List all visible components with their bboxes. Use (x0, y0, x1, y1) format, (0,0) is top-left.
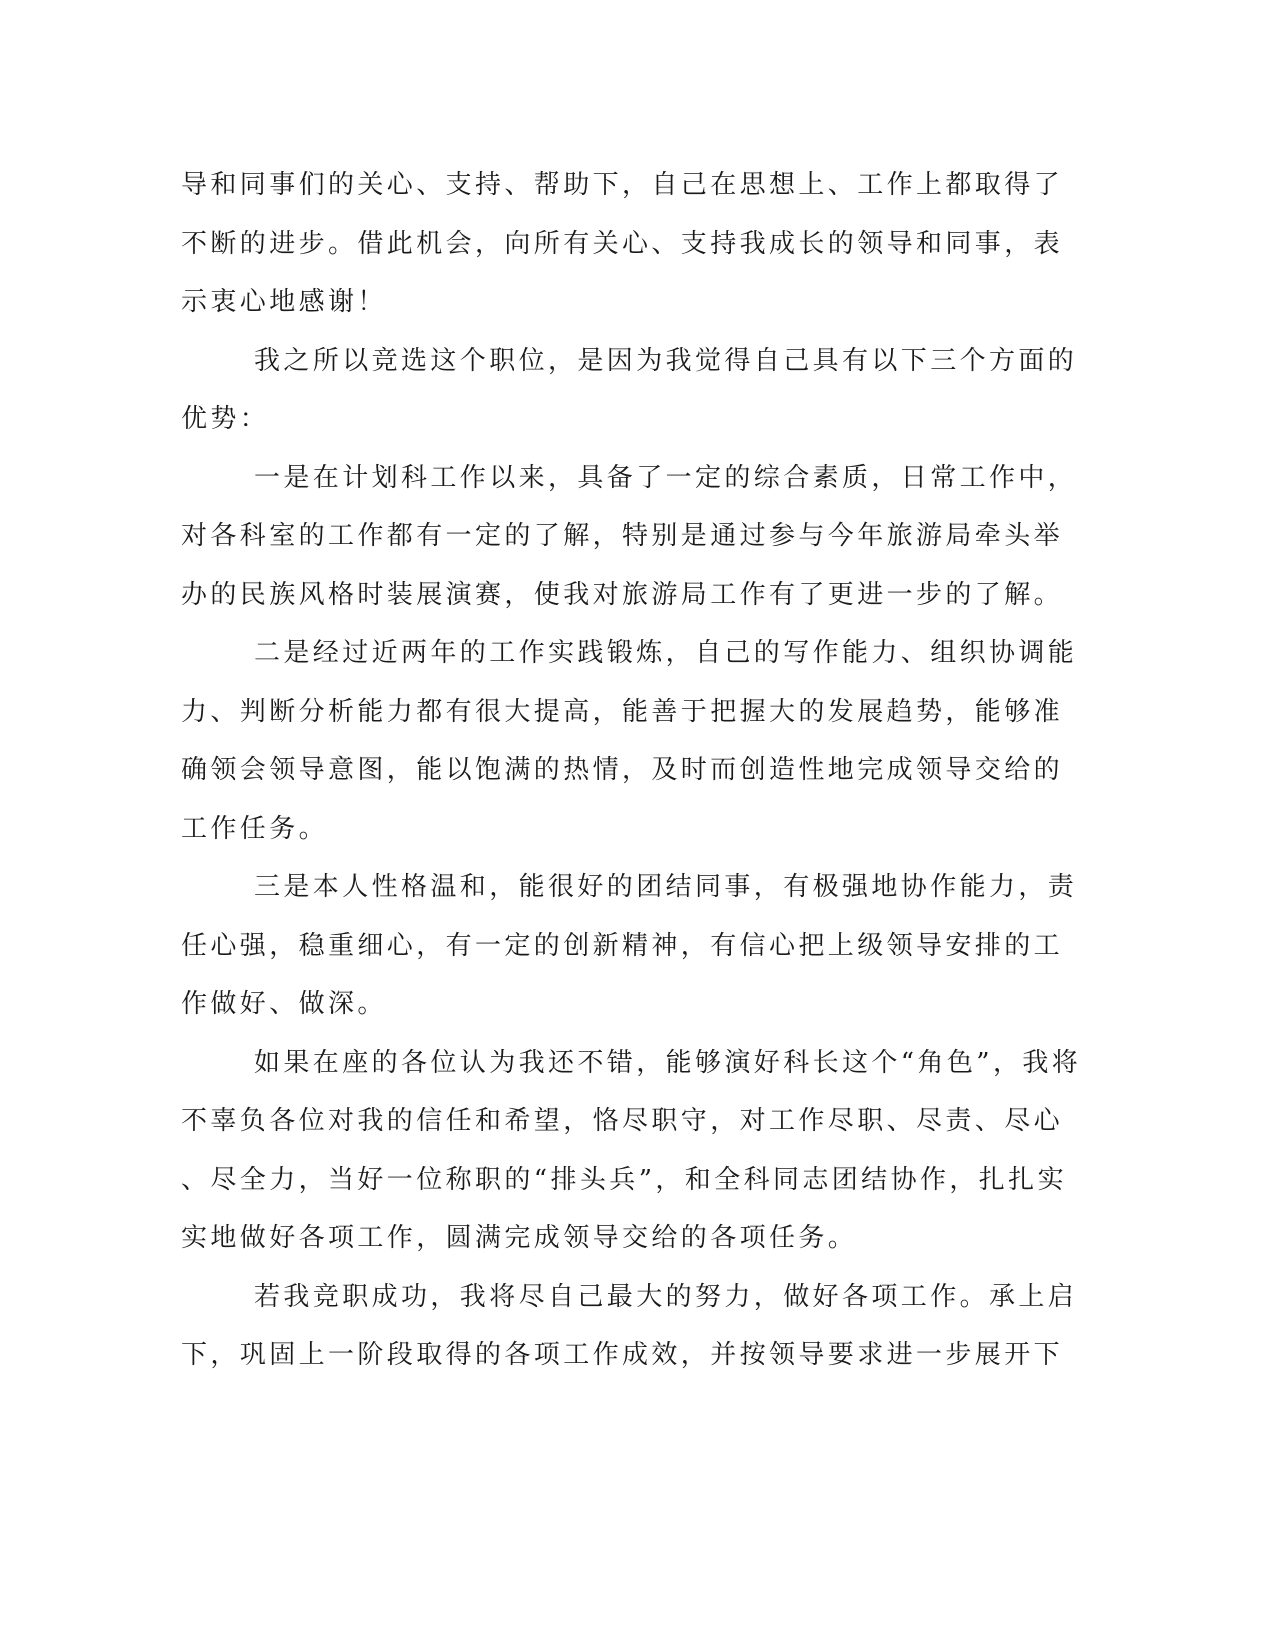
paragraph-first-line: 如果在座的各位认为我还不错，能够演好科长这个“角色”，我将 (254, 1047, 1082, 1078)
text-line: 确领会领导意图，能以饱满的热情，及时而创造性地完成领导交给的 (181, 755, 1064, 785)
text-line: 导和同事们的关心、支持、帮助下，自己在思想上、工作上都取得了 (181, 170, 1064, 200)
text-line: 工作任务。 (181, 813, 329, 844)
text-line: 对各科室的工作都有一定的了解，特别是通过参与今年旅游局牵头举 (181, 521, 1064, 551)
text-line: 任心强，稳重细心，有一定的创新精神，有信心把上级领导安排的工 (181, 930, 1064, 961)
paragraph-first-line: 一是在计划科工作以来，具备了一定的综合素质，日常工作中， (254, 462, 1078, 493)
text-line: 、尽全力，当好一位称职的“排头兵”，和全科同志团结协作，扎扎实 (181, 1164, 1067, 1195)
text-line: 作做好、做深。 (181, 989, 387, 1019)
text-line: 示衷心地感谢！ (181, 287, 387, 317)
paragraph-first-line: 若我竞职成功，我将尽自己最大的努力，做好各项工作。承上启 (254, 1281, 1078, 1312)
text-line: 力、判断分析能力都有很大提高，能善于把握大的发展趋势，能够准 (181, 696, 1064, 727)
text-line: 实地做好各项工作，圆满完成领导交给的各项任务。 (181, 1223, 858, 1253)
paragraph-first-line: 我之所以竞选这个职位，是因为我觉得自己具有以下三个方面的 (254, 345, 1078, 376)
paragraph-first-line: 三是本人性格温和，能很好的团结同事，有极强地协作能力，责 (254, 872, 1078, 902)
text-line: 下，巩固上一阶段取得的各项工作成效，并按领导要求进一步展开下 (181, 1340, 1064, 1370)
document-body (181, 156, 1082, 1385)
paragraph-first-line: 二是经过近两年的工作实践锻炼，自己的写作能力、组织协调能 (254, 638, 1078, 668)
text-line: 优势： (181, 404, 270, 434)
text-line: 不辜负各位对我的信任和希望，恪尽职守，对工作尽职、尽责、尽心 (181, 1106, 1064, 1136)
text-line: 不断的进步。借此机会，向所有关心、支持我成长的领导和同事，表 (181, 228, 1064, 259)
text-line: 办的民族风格时装展演赛，使我对旅游局工作有了更进一步的了解。 (181, 579, 1064, 610)
